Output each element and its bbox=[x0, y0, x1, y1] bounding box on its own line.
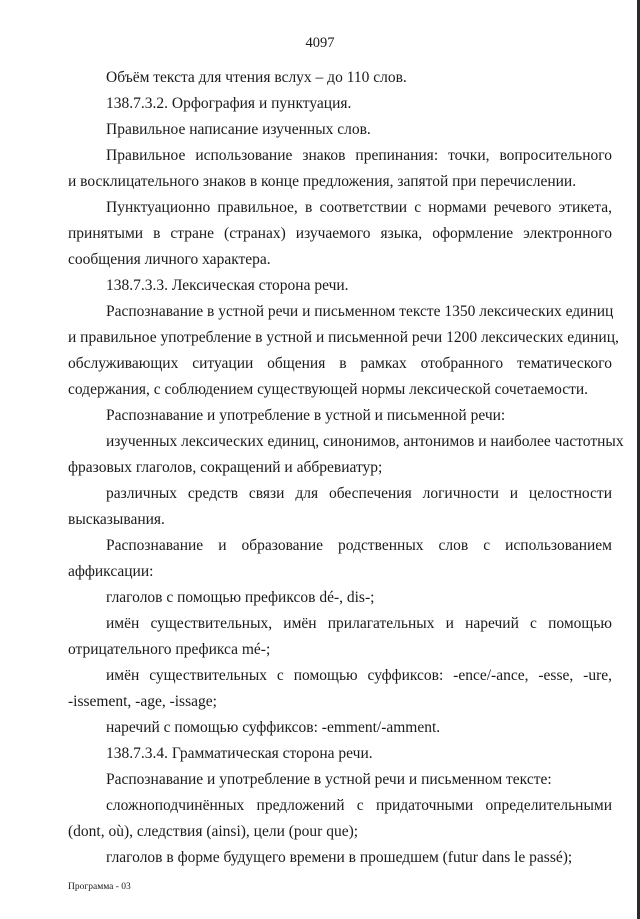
footer-label: Программа - 03 bbox=[68, 882, 131, 892]
text-line: имён существительных с помощью суффиксов: -ence/-ance, -esse, -ure, bbox=[106, 667, 612, 684]
text-line: и восклицательного знаков в конце предложения, запятой при перечислении. bbox=[68, 173, 577, 190]
text-line: аффиксации: bbox=[68, 563, 154, 580]
text-line: высказывания. bbox=[68, 511, 165, 528]
text-line: содержания, с соблюдением существующей нормы лексической сочетаемости. bbox=[68, 381, 589, 398]
text-line: фразовых глаголов, сокращений и аббревиатур; bbox=[68, 459, 383, 476]
text-line: Правильное использование знаков препинания: точки, вопросительного bbox=[106, 147, 612, 164]
text-line: принятыми в стране (странах) изучаемого языка, оформление электронного bbox=[68, 225, 612, 242]
text-line: наречий с помощью суффиксов: -emment/-amment. bbox=[106, 719, 441, 736]
text-line: Правильное написание изученных слов. bbox=[106, 121, 371, 138]
text-line: отрицательного префикса mé-; bbox=[68, 641, 271, 658]
section-heading: 138.7.3.2. Орфография и пунктуация. bbox=[106, 95, 352, 112]
text-line: обслуживающих ситуации общения в рамках отобранного тематического bbox=[68, 355, 612, 372]
text-line: различных средств связи для обеспечения логичности и целостности bbox=[106, 485, 612, 502]
text-line: и правильное употребление в устной и письменной речи 1200 лексических единиц, bbox=[68, 329, 619, 346]
text-line: Распознавание в устной речи и письменном тексте 1350 лексических единиц bbox=[106, 303, 614, 320]
text-line: Пунктуационно правильное, в соответствии с нормами речевого этикета, bbox=[106, 199, 612, 216]
text-line: -issement, -age, -issage; bbox=[68, 693, 217, 710]
page-number: 4097 bbox=[305, 35, 335, 51]
text-line: Распознавание и употребление в устной и письменной речи: bbox=[106, 407, 506, 424]
text-line: глаголов с помощью префиксов dé-, dis-; bbox=[106, 589, 375, 606]
text-line: Распознавание и употребление в устной речи и письменном тексте: bbox=[106, 771, 552, 788]
text-line: изученных лексических единиц, синонимов, антонимов и наиболее частотных bbox=[106, 433, 624, 450]
text-line: имён существительных, имён прилагательных и наречий с помощью bbox=[106, 615, 612, 632]
text-line: (dont, où), следствия (ainsi), цели (pour que); bbox=[68, 823, 359, 840]
text-line: Распознавание и образование родственных слов с использованием bbox=[106, 537, 612, 554]
section-heading: 138.7.3.3. Лексическая сторона речи. bbox=[106, 277, 349, 294]
text-line: Объём текста для чтения вслух – до 110 слов. bbox=[106, 69, 407, 86]
text-line: глаголов в форме будущего времени в прошедшем (futur dans le passé); bbox=[106, 849, 573, 866]
section-heading: 138.7.3.4. Грамматическая сторона речи. bbox=[106, 745, 373, 762]
text-line: сложноподчинённых предложений с придаточными определительными bbox=[106, 797, 612, 814]
text-line: сообщения личного характера. bbox=[68, 251, 271, 268]
